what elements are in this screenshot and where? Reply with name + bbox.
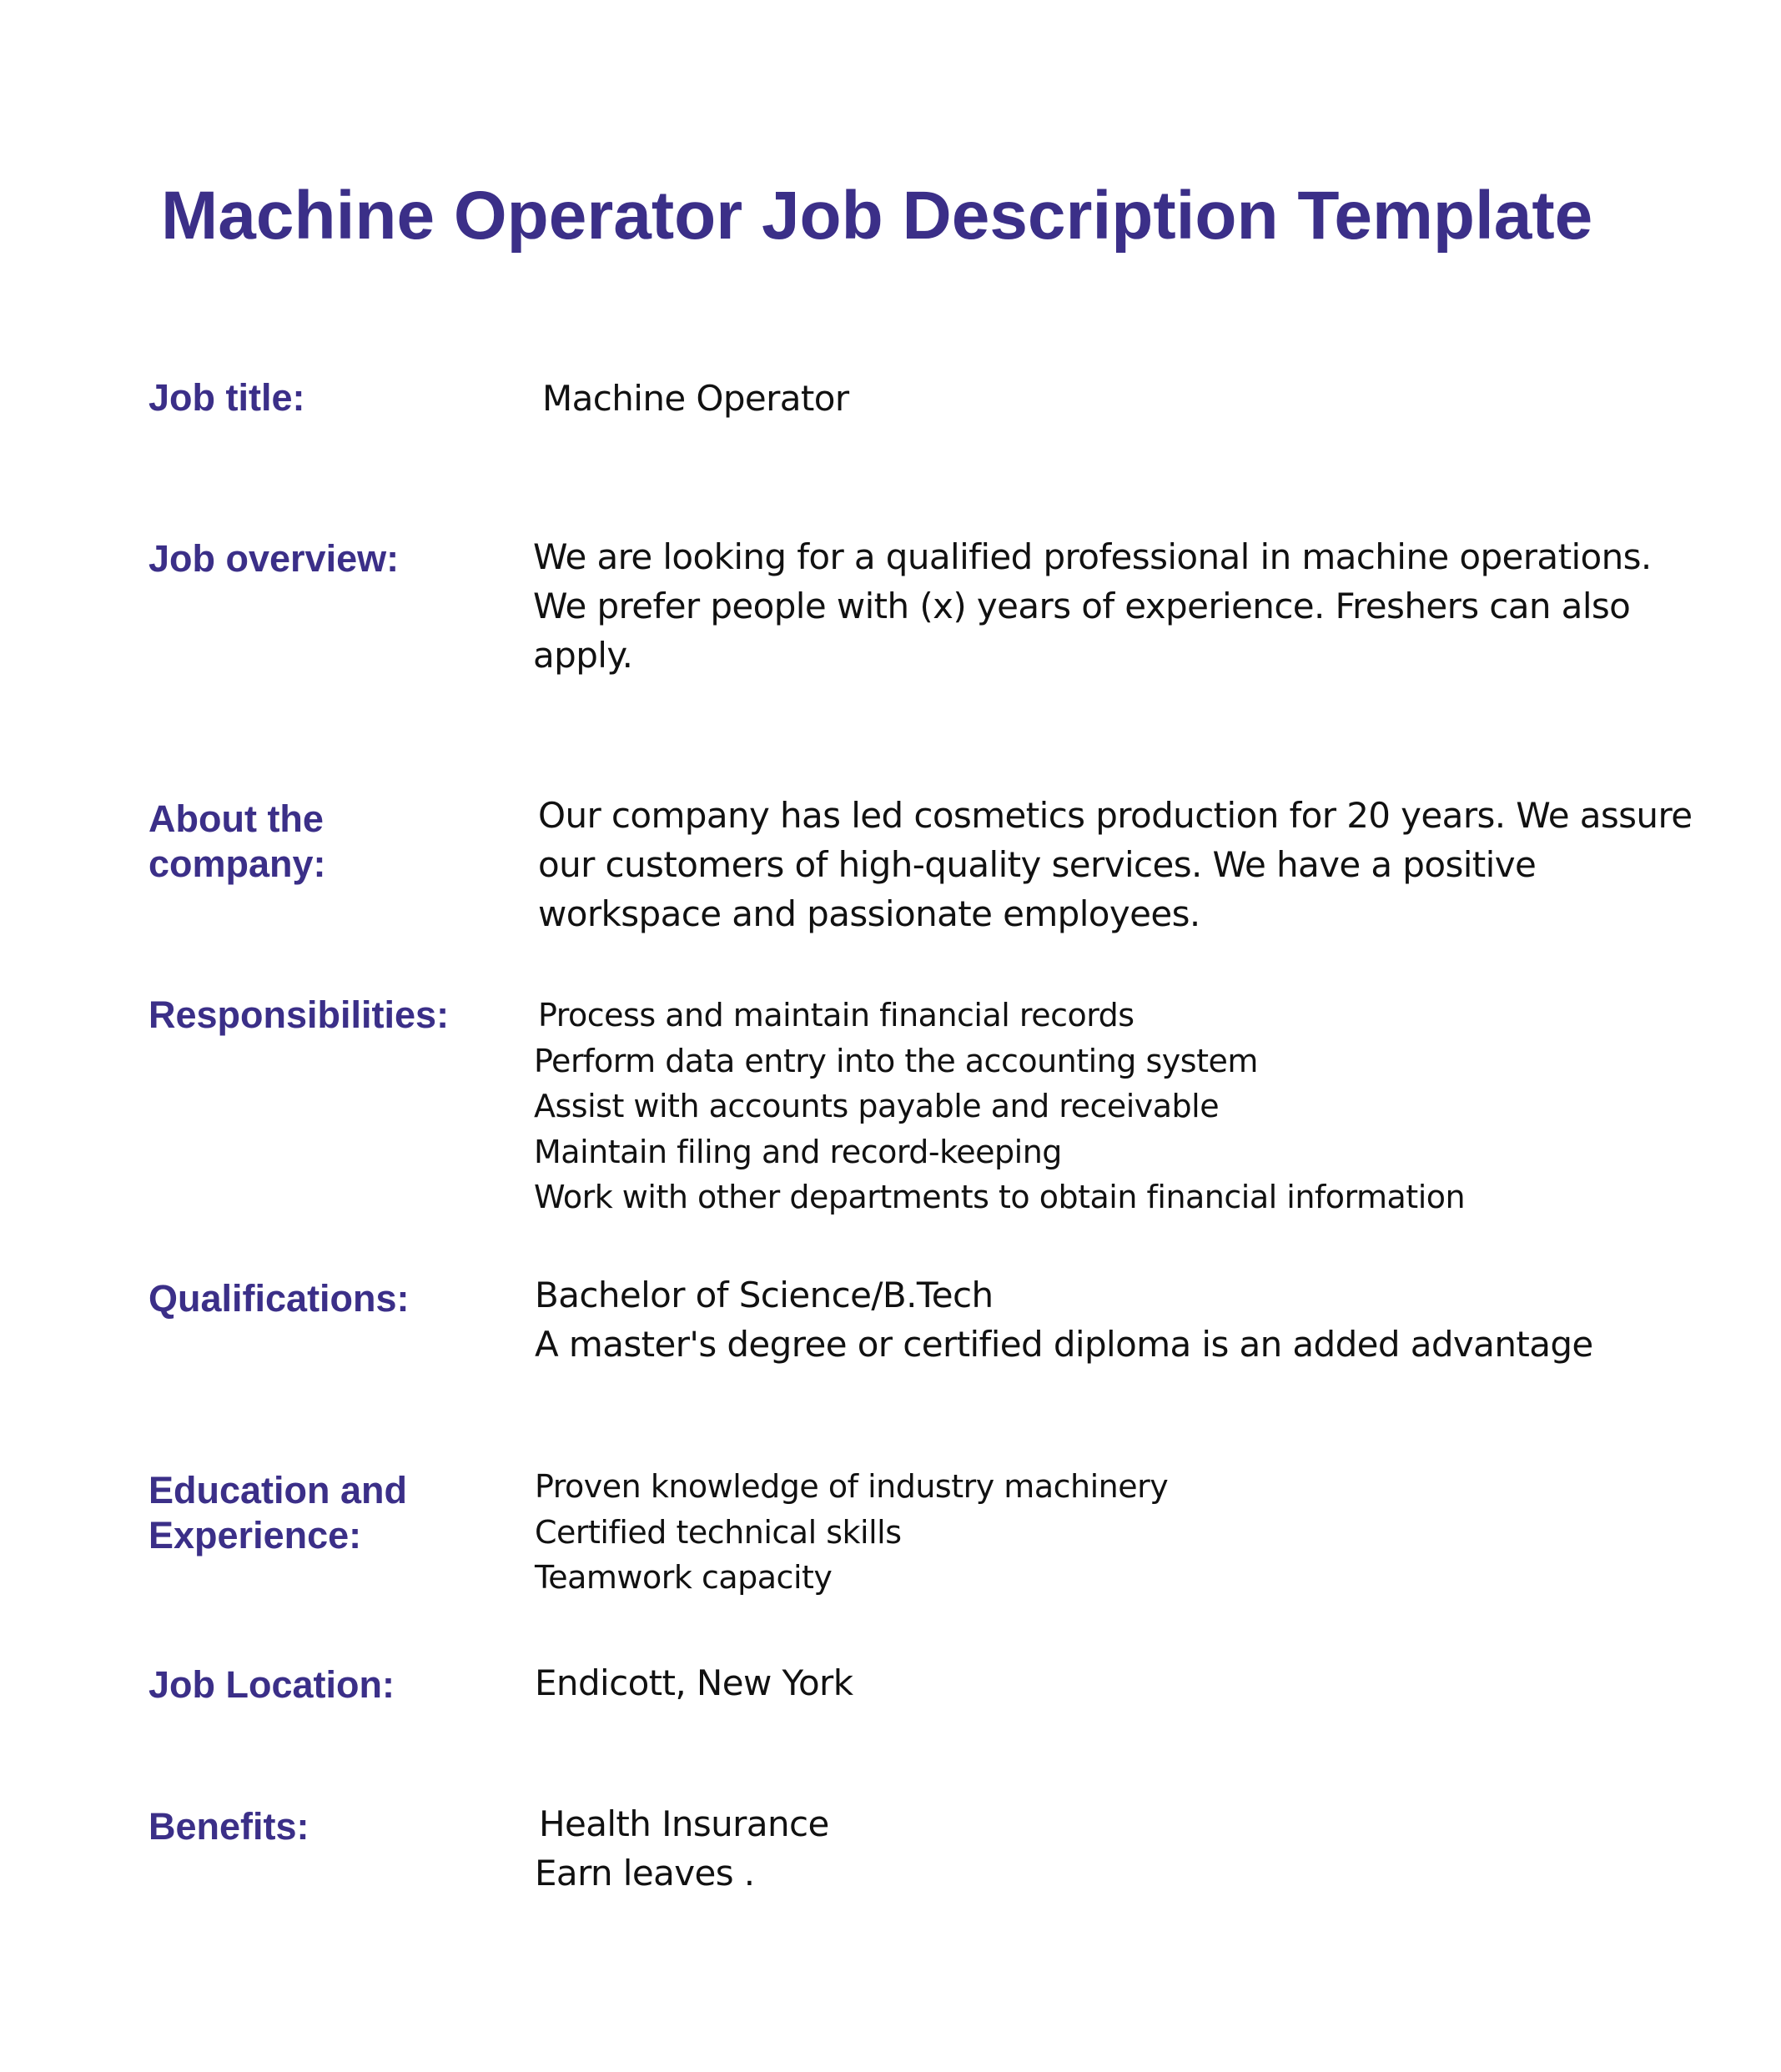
list-item: Bachelor of Science/B.Tech [535, 1275, 994, 1315]
qualifications-label: Qualifications: [148, 1277, 410, 1320]
job-location-label: Job Location: [148, 1663, 395, 1706]
list-item: Health Insurance [539, 1803, 829, 1844]
job-overview-line: apply. [533, 635, 633, 676]
list-item: Certified technical skills [535, 1513, 902, 1551]
list-item: Process and maintain financial records [538, 997, 1135, 1033]
responsibilities-list [534, 993, 1465, 1220]
qualifications-list [535, 1270, 1593, 1369]
education-experience-label [148, 1468, 407, 1558]
about-company-label-line: company: [148, 842, 326, 885]
list-item: Teamwork capacity [535, 1559, 833, 1596]
about-company-line: our customers of high-quality services. We have a positive [538, 844, 1537, 885]
job-title-label: Job title: [148, 376, 305, 419]
list-item: Assist with accounts payable and receivable [534, 1088, 1220, 1124]
benefits-label: Benefits: [148, 1805, 309, 1848]
education-experience-label-line: Experience: [148, 1514, 362, 1557]
job-location-text: Endicott, New York [535, 1662, 853, 1703]
benefits-list [535, 1799, 829, 1898]
education-experience-list [535, 1464, 1168, 1601]
list-item: Earn leaves . [535, 1853, 755, 1893]
job-title-value [542, 374, 849, 423]
list-item: Perform data entry into the accounting system [534, 1042, 1258, 1079]
about-company-line: Our company has led cosmetics production for 20 years. We assure [538, 795, 1693, 836]
list-item: Maintain filing and record-keeping [534, 1133, 1062, 1170]
job-overview-text [533, 532, 1652, 680]
job-location-value [535, 1658, 853, 1707]
job-overview-line: We are looking for a qualified professional in machine operations. [533, 536, 1652, 577]
education-experience-label-line: Education and [148, 1469, 408, 1511]
job-overview-line: We prefer people with (x) years of experience. Freshers can also [533, 586, 1631, 626]
list-item: Proven knowledge of industry machinery [535, 1468, 1169, 1505]
about-company-label [148, 797, 326, 887]
list-item: Work with other departments to obtain financial information [534, 1179, 1466, 1215]
page-title: Machine Operator Job Description Template [161, 178, 1593, 254]
about-company-label-line: About the [148, 797, 324, 840]
job-overview-label: Job overview: [148, 537, 400, 580]
list-item: A master's degree or certified diploma is an added advantage [535, 1324, 1593, 1365]
responsibilities-label: Responsibilities: [148, 993, 450, 1036]
about-company-text [538, 791, 1692, 938]
about-company-line: workspace and passionate employees. [538, 893, 1200, 934]
job-title-text: Machine Operator [542, 378, 849, 419]
